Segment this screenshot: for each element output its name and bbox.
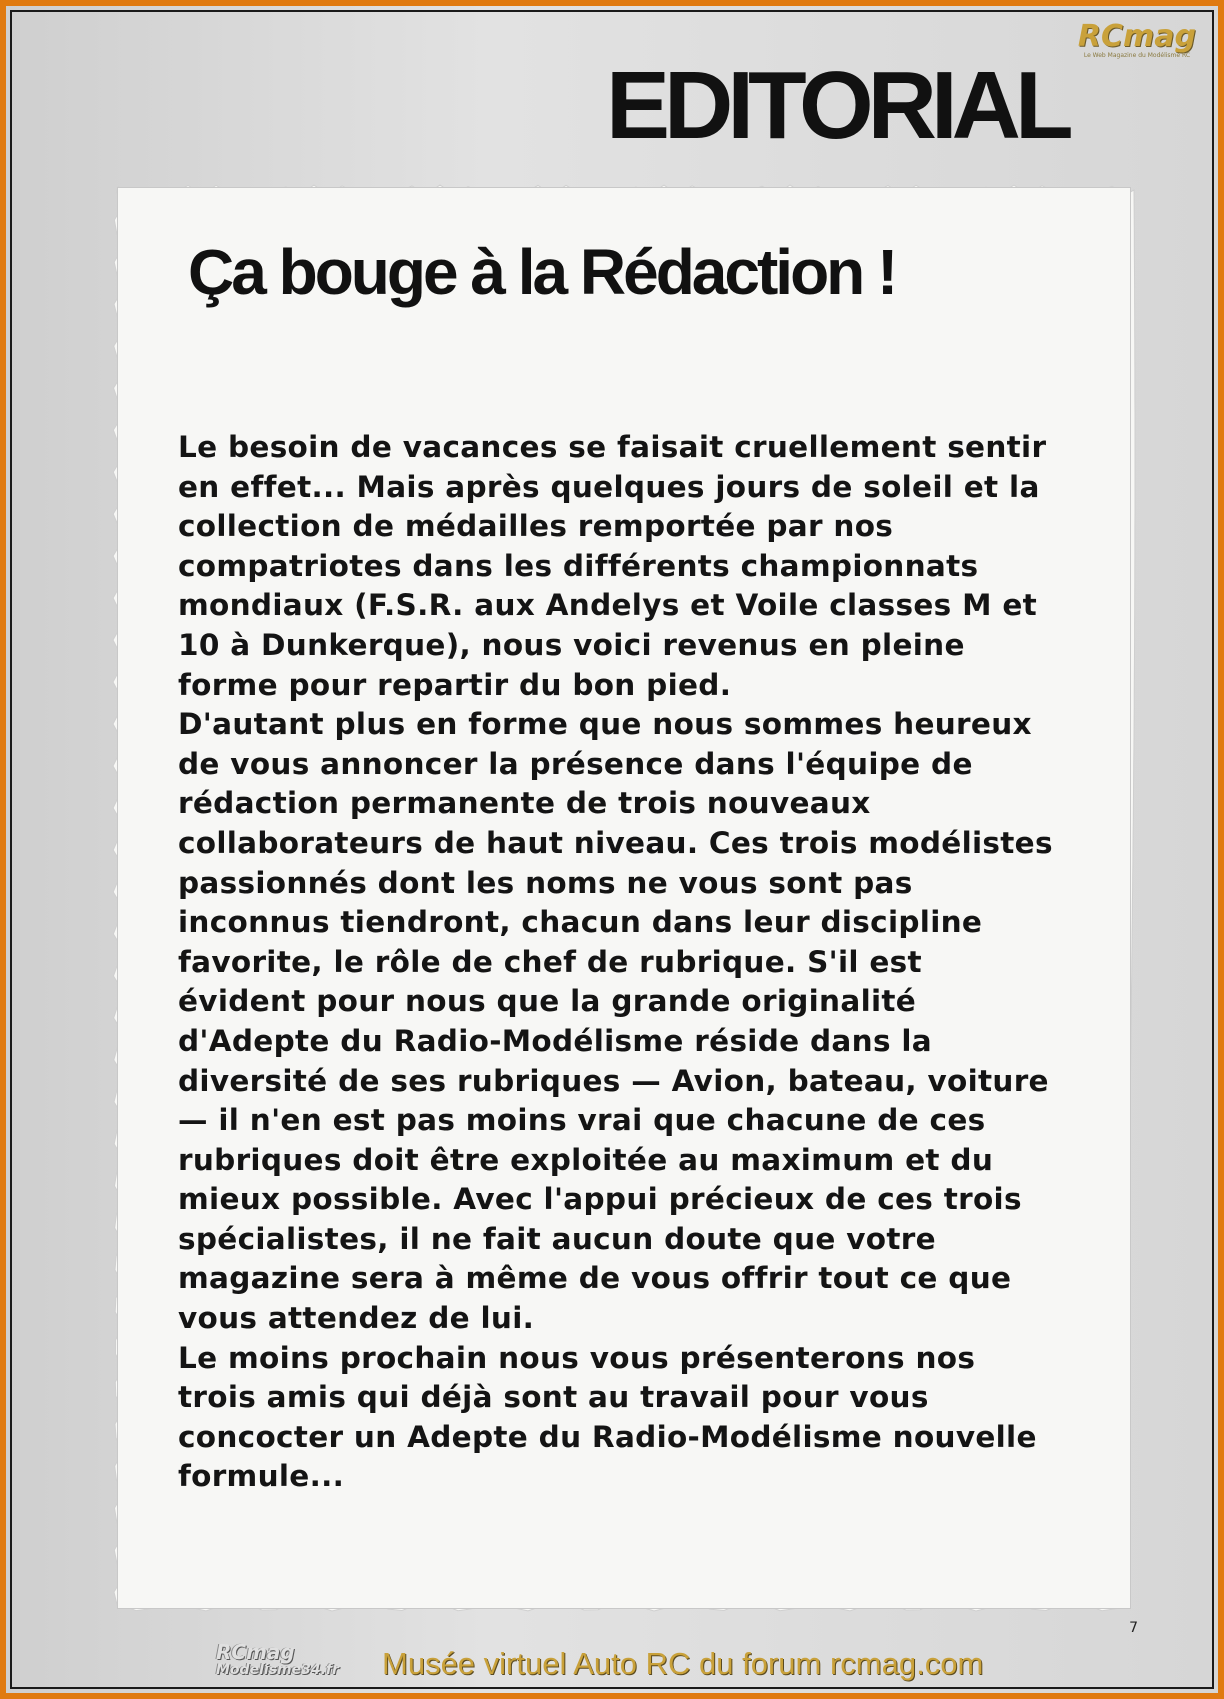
article-body <box>178 428 1058 1497</box>
footer-logo: RCmag Modelisme34.fr <box>216 1640 339 1678</box>
article-title: Ça bouge à la Rédaction ! <box>188 236 896 308</box>
paragraph-1: Le besoin de vacances se faisait cruellement sentir en effet... Mais après quelques jours de soleil et la collection de médailles remportée par nos compatriotes dans les différents championnats mondiaux (F.S.R. aux Andelys et Voile classes M et 10 à Dunkerque), nous voici revenus en pleine forme pour repartir du bon pied. <box>178 430 1047 702</box>
section-heading: EDITORIAL <box>606 52 1068 159</box>
footer-credit: Musée virtuel Auto RC du forum rcmag.com <box>382 1646 984 1681</box>
scanned-page <box>6 6 1218 1693</box>
paragraph-2: D'autant plus en forme que nous sommes heureux de vous annoncer la présence dans l'équipe de rédaction permanente de trois nouveaux collaborateurs de haut niveau. Ces trois modélistes passionnés dont les noms ne vous sont pas inconnus tiendront, chacun dans leur discipline favorite, le rôle de chef de rubrique. S'il est évident pour nous que la grande originalité d'Adepte du Radio-Modélisme réside dans la diversité de ses rubriques — Avion, bateau, voiture — il n'en est pas moins vrai que chacune de ces rubriques doit être exploitée au maximum et du mieux possible. Avec l'appui précieux de ces trois spécialistes, il ne fait aucun doute que votre magazine sera à même de vous offrir tout ce que vous attendez de lui. <box>178 707 1053 1336</box>
editorial-card <box>118 188 1130 1608</box>
rcmag-watermark-logo: RCmag Le Web Magazine du Modélisme RC <box>1077 19 1196 59</box>
page-number: 7 <box>1129 1620 1138 1636</box>
paragraph-3: Le moins prochain nous vous présenterons nos trois amis qui déjà sont au travail pour vous concocter un Adepte du Radio-Modélisme nouvelle formule... <box>178 1340 1037 1494</box>
